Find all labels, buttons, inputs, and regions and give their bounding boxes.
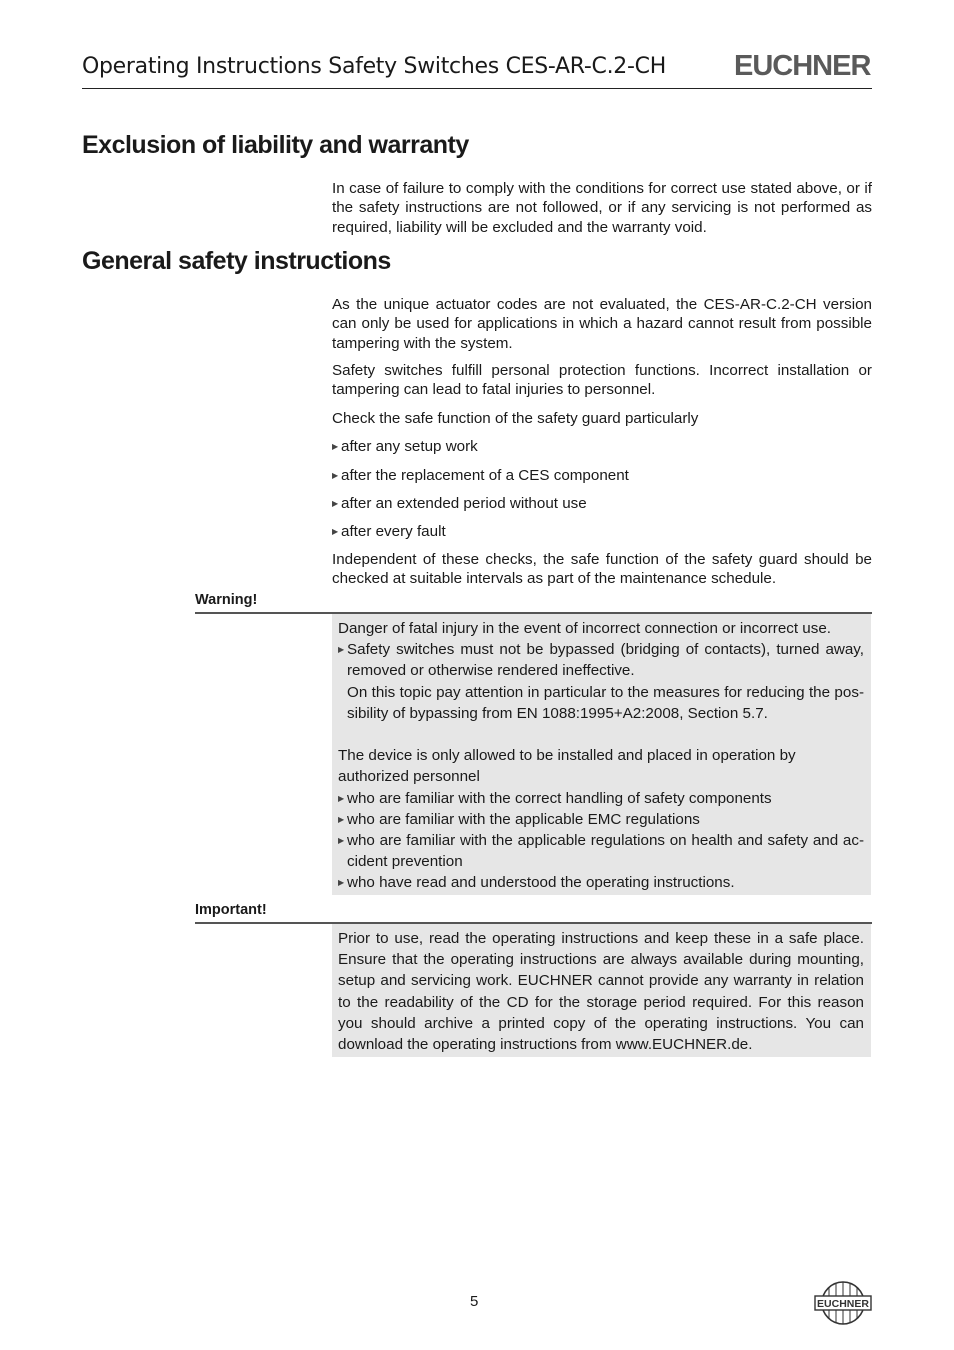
warning-bypass-item: ▶ Safety switches must not be bypassed (bridging of contacts), turned away, removed or otherwise rendered ineffective. On this topic pay attention in particular to the measures for reducing the possibility of bypassing from EN 1088:1995+A2:2008, Section 5.7. xyxy=(338,639,864,724)
warning-box xyxy=(332,614,871,895)
actuator-codes-paragraph: As the unique actuator codes are not evaluated, the CES-AR-C.2-CH version can only be used for applications in which a hazard cannot result from possible tampering with the system. xyxy=(332,296,872,352)
page-number: 5 xyxy=(470,1293,479,1310)
svg-text:EUCHNER: EUCHNER xyxy=(817,1298,869,1310)
check-intro-paragraph: Check the safe function of the safety guard particularly xyxy=(332,410,699,427)
check-item: ▶ after the replacement of a CES component xyxy=(332,467,629,484)
header-divider xyxy=(82,88,872,89)
warning-personnel-item: ▶ who are familiar with the applicable regulations on health and safety and accident prevention xyxy=(338,832,864,871)
exclusion-heading: Exclusion of liability and warranty xyxy=(82,131,469,159)
warning-personnel-intro: The device is only allowed to be installed and placed in operation by authorized personnel xyxy=(338,747,796,786)
warning-personnel-item: ▶ who are familiar with the correct handling of safety components xyxy=(338,788,864,809)
bullet-arrow-icon: ▶ xyxy=(338,793,345,803)
important-text: Prior to use, read the operating instructions and keep these in a safe place. Ensure that the operating instructions are always available during mounting, setup and servicing work. EUCHNER cannot provide any warranty in relation to the readability of the CD for the storage period required. For this reason you should archive a printed copy of the operating instructions. You can download the operating instructions from www.EUCHNER.de. xyxy=(338,930,864,1054)
general-safety-heading: General safety instructions xyxy=(82,247,391,275)
bullet-arrow-icon: ▶ xyxy=(338,645,345,655)
warning-personnel-item: ▶ who are familiar with the applicable EMC regulations xyxy=(338,809,864,830)
check-item: ▶ after every fault xyxy=(332,523,446,540)
euchner-seal-logo xyxy=(814,1280,872,1326)
important-box xyxy=(332,924,871,1057)
document-title: Operating Instructions Safety Switches CES-AR-C.2-CH xyxy=(82,54,666,79)
check-item: ▶ after an extended period without use xyxy=(332,495,587,512)
bullet-arrow-icon: ▶ xyxy=(338,814,345,824)
exclusion-paragraph: In case of failure to comply with the conditions for correct use stated above, or if the safety instructions are not followed, or if any servicing is not performed as required, liability will be excluded and the warranty void. xyxy=(332,180,872,236)
warning-intro: Danger of fatal injury in the event of incorrect connection or incorrect use. xyxy=(338,620,832,637)
euchner-logo: EUCHNER xyxy=(734,50,871,82)
bullet-arrow-icon: ▶ xyxy=(338,836,345,846)
warning-personnel-item: ▶ who have read and understood the operating instructions. xyxy=(338,872,864,893)
protection-paragraph: Safety switches fulfill personal protection functions. Incorrect installation or tampering can lead to fatal injuries to personnel. xyxy=(332,362,872,399)
bullet-arrow-icon: ▶ xyxy=(338,878,345,888)
bullet-arrow-icon: ▶ xyxy=(332,442,339,451)
bullet-arrow-icon: ▶ xyxy=(332,471,339,480)
warning-bypass-note: On this topic pay attention in particular to the measures for reducing the possibility of bypassing from EN 1088:1995+A2:2008, Section 5.7. xyxy=(347,683,864,722)
maintenance-paragraph: Independent of these checks, the safe function of the safety guard should be checked at suitable intervals as part of the maintenance schedule. xyxy=(332,551,872,588)
bullet-arrow-icon: ▶ xyxy=(332,527,339,536)
check-item: ▶ after any setup work xyxy=(332,438,478,455)
warning-label: Warning! xyxy=(195,592,258,608)
important-label: Important! xyxy=(195,902,267,918)
bullet-arrow-icon: ▶ xyxy=(332,499,339,508)
